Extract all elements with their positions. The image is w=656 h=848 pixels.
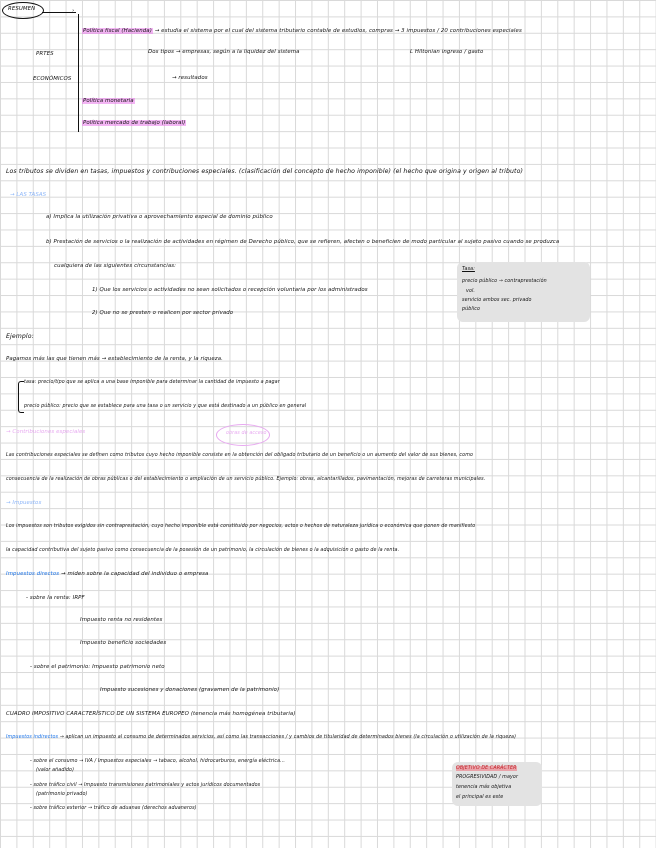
impuestos-text-line-1: Los impuestos son tributos exigidos sin contraprestación, cuyo hecho imponible está constituido por negocios, actos o hechos de naturaleza jurídica o económica que ponen de manifiesto xyxy=(6,524,476,529)
side-label-1: PRTES xyxy=(36,51,54,57)
tasa-note-line-2: precio público → contraprestación xyxy=(462,279,547,284)
renta-item-2: Impuesto beneficio sociedades xyxy=(80,640,167,646)
definition-tasa: tasa: precio/tipo que se aplica a una base imponible para determinar la cantidad de impuesto a pagar xyxy=(24,380,280,385)
caps-line: CUADRO IMPOSITIVO CARACTERÍSTICO DE UN SISTEMA EUROPEO (tenencia más homogénea tributaria) xyxy=(6,711,296,717)
tasas-item-b-line-2: cualquiera de las siguientes circunstancias: xyxy=(54,263,177,269)
indirectos-text: → aplican un impuesto al consumo de determinados servicios, así como las transacciones / y cambios de titularidad de determinados bienes (la circulación o utilización de la riqueza) xyxy=(59,735,517,740)
header-item-2 xyxy=(82,99,135,104)
contrib-text-line-1: Las contribuciones especiales se definen como tributos cuyo hecho imponible consiste en la obtención del obligado tributario de un beneficio o un aumento del valor de sus bienes, como xyxy=(6,453,474,458)
header-item-3 xyxy=(82,121,186,126)
impuestos-text-line-2: la capacidad contributiva del sujeto pasivo como consecuencia de la posesión de un patrimonio, la circulación de bienes o la adquisición o gasto de la renta. xyxy=(6,548,400,553)
contrib-heading: → Contribuciones especiales xyxy=(6,429,86,435)
indirectos-label: Impuestos indirectos xyxy=(6,735,59,740)
indirectos-item-3: - sobre tráfico exterior → tráfico de aduanas (derechos aduaneros) xyxy=(30,806,197,811)
objetivo-note-line-1 xyxy=(456,767,517,772)
ejemplo-heading: Ejemplo: xyxy=(6,333,34,340)
patrimonio-item-2: Impuesto sucesiones y donaciones (gravamen de la patrimonio) xyxy=(100,687,280,693)
ejemplo-text: Pagamos más las que tienen más → establecimiento de la renta, y la riqueza. xyxy=(6,356,223,362)
header-bracket-line xyxy=(78,14,79,132)
tasa-note-line-4: servicio ambos sec. privado xyxy=(462,298,532,303)
renta-item-1: Impuesto renta no residentes xyxy=(80,617,163,623)
patrimonio-label: - sobre el patrimonio: Impuesto patrimonio neto xyxy=(30,664,165,670)
tasa-note-line-1: Tasa: xyxy=(462,267,475,272)
definition-precio-publico: precio público: precio que se establece para una tasa o un servicio y que está destinado a un público en general xyxy=(24,404,307,409)
header-item-3-highlight: Política mercado de trabajo (laboral) xyxy=(83,120,186,126)
indirectos-item-1: - sobre el consumo → IVA / Impuestos especiales → tabaco, alcohol, hidrocarburos, energía eléctrica... xyxy=(30,759,286,764)
header-item-1 xyxy=(82,29,522,34)
intro-line: Los tributos se dividen en tasas, impuestos y contribuciones especiales. (clasificación del concepto de hecho imponible) (el hecho que origina y origen al tributo) xyxy=(6,168,523,175)
header-item-2-highlight: Política monetaria xyxy=(83,98,134,104)
tasas-circumstance-2: 2) Que no se presten o realicen por sector privado xyxy=(92,310,234,316)
objetivo-note-line-3: tenencia más objetiva xyxy=(456,785,512,790)
impuestos-heading: → Impuestos xyxy=(6,500,42,506)
tasas-circumstance-1: 1) Que los servicios o actividades no sean solicitados o recepción voluntaria por los administrados xyxy=(92,287,368,293)
tasas-heading: → LAS TASAS xyxy=(10,192,47,198)
contrib-annotation: obras de acceso xyxy=(226,431,267,436)
indirectos-item-2-sub: (patrimonio privado) xyxy=(36,792,88,797)
title-arrow-line xyxy=(42,12,76,13)
directos-label: Impuestos directos xyxy=(6,571,60,577)
side-label-2: ECONÓMICOS xyxy=(33,76,72,82)
directos-row xyxy=(6,572,208,577)
contrib-text-line-2: consecuencia de la realización de obras públicas o del establecimiento o ampliación de un servicio público. Ejemplo: obras, alcantarillados, pavimentación, mejoras de carreteras municipales. xyxy=(6,477,486,482)
header-item-1-rest: → estudia el sistema por el cual del sistema tributario contable de estudios, compras → 3 impuestos / 20 contribuciones especiales xyxy=(154,28,522,34)
page-title: RESUMEN xyxy=(8,6,36,12)
objetivo-note-line-1-text: OBJETIVO DE CARÁCTER xyxy=(456,766,517,771)
objetivo-note-line-4: el principal es este xyxy=(456,795,504,800)
tasas-item-a: a) Implica la utilización privativa o aprovechamiento especial de dominio público xyxy=(46,214,273,220)
header-item-1-right: L Hiltonian ingreso / gasto xyxy=(410,49,484,55)
header-item-1-sub: Dos tipos → empresas, según a la liquidez del sistema xyxy=(148,49,300,55)
directos-text: → miden sobre la capacidad del individuo o empresa xyxy=(61,571,209,577)
objetivo-note-line-2: PROGRESIVIDAD / mayor xyxy=(456,775,519,780)
indirectos-row xyxy=(6,736,516,741)
tasa-note-line-5: público xyxy=(462,307,481,312)
header-item-1-sub2: → resultados xyxy=(172,75,208,81)
tasas-item-b-line-1: b) Prestación de servicios o la realización de actividades en régimen de Derecho público, que se refieren, afecten o beneficien de modo particular al sujeto pasivo cuando se produzca xyxy=(46,239,560,245)
title-arrow-head: › xyxy=(72,8,75,14)
tasa-note-box xyxy=(457,262,590,322)
indirectos-item-2: - sobre tráfico civil → Impuesto transmisiones patrimoniales y actos jurídicos documentados xyxy=(30,783,261,788)
indirectos-item-1-sub: (valor añadido) xyxy=(36,768,75,773)
header-item-1-highlight: Política fiscal (Hacienda) xyxy=(83,28,152,34)
tasa-note-line-3: vol. xyxy=(466,289,476,294)
renta-label: - sobre la renta: IRPF xyxy=(26,595,85,601)
